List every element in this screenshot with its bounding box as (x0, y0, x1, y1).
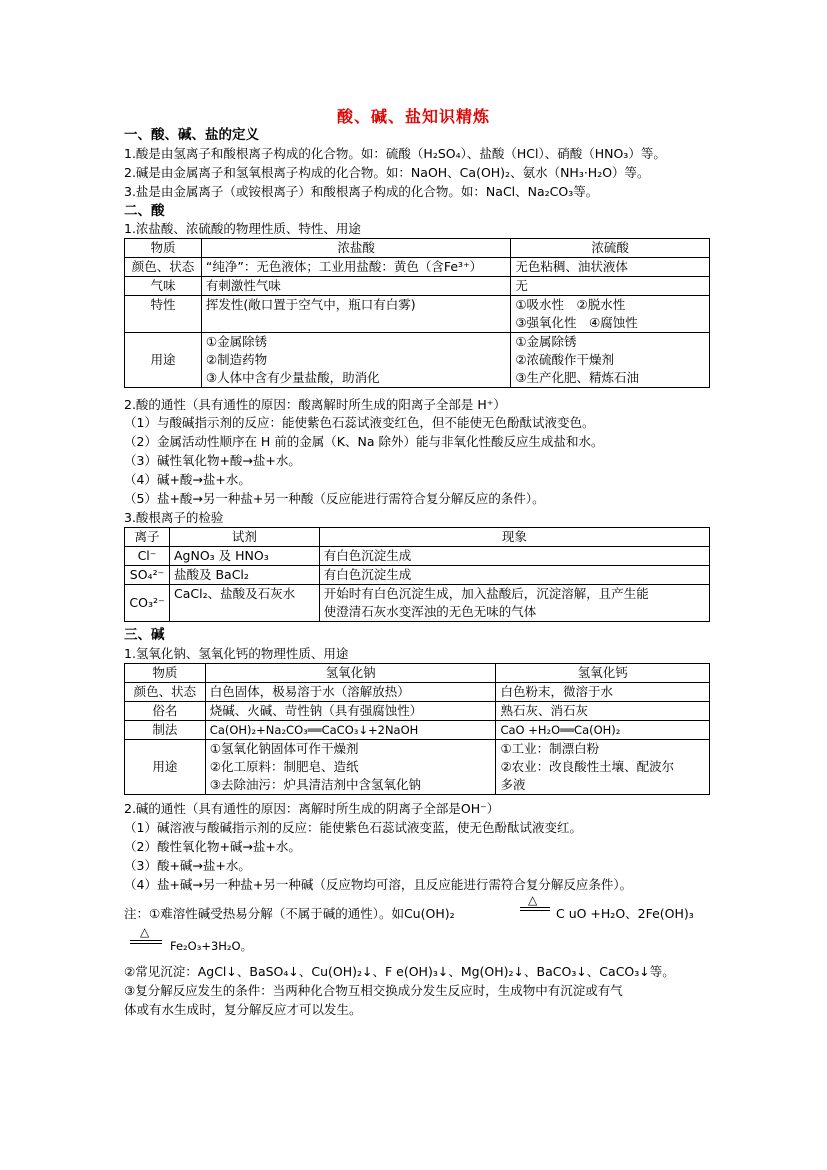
cell-line: ①工业：制漂白粉 (500, 741, 600, 756)
base-property-line: （1）碱溶液与酸碱指示剂的反应：能使紫色石蕊试液变蓝，使无色酚酞试液变红。 (124, 820, 582, 835)
note-double-decomposition-line2: 体或有水生成时，复分解反应才可以发生。 (124, 1002, 362, 1017)
table-cell: Ca(OH)₂+Na₂CO₃══CaCO₃↓+2NaOH (205, 721, 496, 740)
definition-base: 2.碱是由金属离子和氢氧根离子构成的化合物。如：NaOH、Ca(OH)₂、氨水（NH₃·H₂O）等。 (124, 165, 650, 180)
table-cell: 有白色沉淀生成 (319, 547, 709, 566)
acid-property-line: （1）与酸碱指示剂的反应：能使紫色石蕊试液变红色，但不能使无色酚酞试液变色。 (124, 415, 595, 430)
table-header-cell: 现象 (319, 528, 709, 547)
note-decomposition-part1: 注：①难溶性碱受热易分解（不属于碱的通性）。如Cu(OH)₂ (124, 906, 455, 921)
table-cell: 烧碱、火碱、苛性钠（具有强腐蚀性） (205, 702, 496, 721)
section-heading-definitions: 一、酸、碱、盐的定义 (124, 127, 259, 143)
acid-property-line: （4）碱+酸→盐+水。 (124, 472, 251, 487)
table-cell: Cl⁻ (125, 547, 170, 566)
table-row (125, 258, 710, 277)
table-row (125, 721, 710, 740)
table-cell: 气味 (125, 277, 202, 296)
definition-salt: 3.盐是由金属离子（或铵根离子）和酸根离子构成的化合物。如：NaCl、Na₂CO₃等。 (124, 184, 599, 199)
table-row (125, 528, 710, 547)
table-row (125, 296, 710, 333)
table-header-cell: 浓硫酸 (511, 239, 710, 258)
table-cell (496, 740, 710, 795)
cell-line: ②浓硫酸作干燥剂 (515, 352, 615, 367)
table-header-cell: 物质 (125, 664, 206, 683)
table-cell: 俗名 (125, 702, 206, 721)
cell-line: ②化工原料：制肥皂、造纸 (209, 759, 359, 774)
table-row (125, 277, 710, 296)
cell-line: 开始时有白色沉淀生成，加入盐酸后，沉淀溶解，且产生能 (323, 586, 649, 601)
table-cell: 挥发性(敞口置于空气中，瓶口有白雾) (201, 296, 510, 333)
table-cell (205, 740, 496, 795)
table-cell: 制法 (125, 721, 206, 740)
table-row (125, 333, 710, 388)
table-cell: CO₃²⁻ (125, 585, 170, 622)
table-cell: 用途 (125, 333, 202, 388)
table-cell: 熟石灰、消石灰 (496, 702, 710, 721)
table-cell: 有白色沉淀生成 (319, 566, 709, 585)
base-property-line: （3）酸+碱→盐+水。 (124, 858, 251, 873)
table-row (125, 664, 710, 683)
definition-acid: 1.酸是由氢离子和酸根离子构成的化合物。如：硫酸（H₂SO₄）、盐酸（HCl）、硝酸（HNO₃）等。 (124, 146, 666, 161)
acid-property-line: （3）碱性氧化物+酸→盐+水。 (124, 453, 301, 468)
table-cell: 盐酸及 BaCl₂ (169, 566, 319, 585)
section-heading-acid: 二、酸 (124, 203, 165, 219)
cell-line: ①金属除锈 (205, 334, 268, 349)
document-title: 酸、碱、盐知识精炼 (336, 107, 490, 126)
heating-triangle-symbol: △ (528, 893, 538, 907)
reaction-double-line (520, 907, 550, 911)
section-heading-base: 三、碱 (124, 627, 165, 643)
table-cell (319, 585, 709, 622)
table-header-cell: 氢氧化钙 (496, 664, 710, 683)
table-cell: 白色固体，极易溶于水（溶解放热） (205, 683, 496, 702)
base-property-line: （4）盐+碱→另一种盐+另一种碱（反应物均可溶，且反应能进行需符合复分解反应条件）。 (124, 877, 633, 892)
reaction-double-line (130, 940, 162, 944)
table-cell: 用途 (125, 740, 206, 795)
table-cell: 颜色、状态 (125, 258, 202, 277)
table-row (125, 239, 710, 258)
table-row (125, 585, 710, 622)
base-properties-table (124, 663, 710, 795)
table-row (125, 683, 710, 702)
cell-line: 多液 (500, 777, 526, 792)
table-cell: SO₄²⁻ (125, 566, 170, 585)
note-common-precipitates: ②常见沉淀：AgCl↓、BaSO₄↓、Cu(OH)₂↓、F e(OH)₃↓、Mg(OH)₂↓、BaCO₃↓、CaCO₃↓等。 (124, 964, 675, 979)
table-header-cell: 氢氧化钠 (205, 664, 496, 683)
table-cell: 白色粉末，微溶于水 (496, 683, 710, 702)
heating-triangle-symbol: △ (140, 925, 150, 939)
acid-property-line: （5）盐+酸→另一种盐+另一种酸（反应能进行需符合复分解反应的条件）。 (124, 491, 545, 506)
base-general-properties-heading: 2.碱的通性（具有通性的原因：离解时所生成的阴离子全部是OH⁻） (124, 801, 500, 816)
cell-line: ②农业：改良酸性土壤、配波尔 (500, 759, 675, 774)
acid-radical-test-heading: 3.酸根离子的检验 (124, 510, 224, 525)
table-cell: CaCl₂、盐酸及石灰水 (169, 585, 319, 622)
base-subheading-properties: 1.氢氧化钠、氢氧化钙的物理性质、用途 (124, 646, 349, 661)
table-header-cell: 试剂 (169, 528, 319, 547)
table-cell (201, 333, 510, 388)
note-decomposition-part2: C uO +H₂O、2Fe(OH)₃ (556, 906, 694, 921)
table-cell: 颜色、状态 (125, 683, 206, 702)
table-cell: CaO +H₂O══Ca(OH)₂ (496, 721, 710, 740)
table-cell: AgNO₃ 及 HNO₃ (169, 547, 319, 566)
table-cell: 无色粘稠、油状液体 (511, 258, 710, 277)
base-property-line: （2）酸性氧化物+碱→盐+水。 (124, 839, 301, 854)
table-row (125, 566, 710, 585)
table-cell: 无 (511, 277, 710, 296)
table-cell (511, 333, 710, 388)
table-cell (511, 296, 710, 333)
table-header-cell: 浓盐酸 (201, 239, 510, 258)
table-row (125, 702, 710, 721)
cell-line: 使澄清石灰水变浑浊的无色无味的气体 (323, 604, 537, 619)
acid-property-line: （2）金属活动性顺序在 H 前的金属（K、Na 除外）能与非氧化性酸反应生成盐和水。 (124, 434, 604, 449)
note-double-decomposition-line1: ③复分解反应发生的条件：当两种化合物互相交换成分发生反应时，生成物中有沉淀或有气 (124, 983, 623, 998)
cell-line: ③强氧化性 ④腐蚀性 (515, 315, 638, 330)
table-cell: 特性 (125, 296, 202, 333)
cell-line: ③人体中含有少量盐酸，助消化 (205, 370, 380, 385)
acid-radical-test-table (124, 527, 710, 622)
cell-line: ③生产化肥、精炼石油 (515, 370, 640, 385)
cell-line: ①金属除锈 (515, 334, 577, 349)
cell-line: ②制造药物 (205, 352, 268, 367)
cell-line: ①吸水性 ②脱水性 (515, 297, 626, 312)
table-cell: 有刺激性气味 (201, 277, 510, 296)
table-cell: “纯净”：无色液体；工业用盐酸：黄色（含Fe³⁺） (201, 258, 510, 277)
table-row (125, 740, 710, 795)
table-header-cell: 物质 (125, 239, 202, 258)
acid-properties-table (124, 238, 710, 388)
table-row (125, 547, 710, 566)
table-header-cell: 离子 (125, 528, 170, 547)
cell-line: ③去除油污：炉具清洁剂中含氢氧化钠 (209, 777, 422, 792)
note-decomposition-part3: Fe₂O₃+3H₂O。 (170, 939, 253, 953)
acid-general-properties-heading: 2.酸的通性（具有通性的原因：酸离解时所生成的阳离子全部是 H⁺） (124, 397, 506, 412)
cell-line: ①氢氧化钠固体可作干燥剂 (209, 741, 359, 756)
acid-subheading-properties: 1.浓盐酸、浓硫酸的物理性质、特性、用途 (124, 221, 361, 236)
